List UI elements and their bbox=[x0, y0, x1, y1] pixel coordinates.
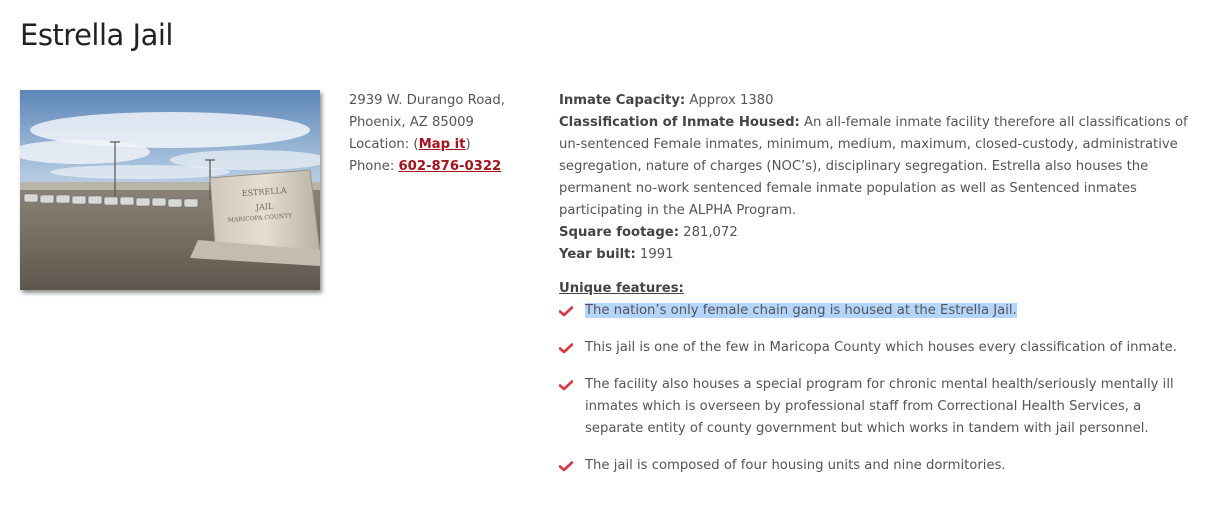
unique-features-list bbox=[559, 300, 1195, 477]
sign-line-1: ESTRELLA bbox=[241, 185, 287, 198]
classification-row bbox=[559, 112, 1195, 222]
checkmark-icon bbox=[559, 343, 573, 354]
classification-label: Classification of Inmate Housed: bbox=[559, 115, 800, 130]
sign-line-3: MARICOPA COUNTY bbox=[227, 212, 293, 224]
facility-details bbox=[559, 90, 1195, 492]
year-label: Year built: bbox=[559, 247, 636, 262]
checkmark-icon bbox=[559, 461, 573, 472]
street-address: 2939 W. Durango Road, bbox=[349, 93, 505, 108]
year-value: 1991 bbox=[635, 247, 674, 262]
feature-text: The jail is composed of four housing units and nine dormitories. bbox=[585, 458, 1006, 473]
feature-text: The facility also houses a special program for chronic mental health/seriously mentally ill inmates which is overseen by professional staff from Correctional Health Services, a separate entity of county government but which works in tandem with jail personnel. bbox=[585, 377, 1174, 436]
checkmark-icon bbox=[559, 306, 573, 317]
phone-line bbox=[349, 156, 539, 178]
year-row bbox=[559, 244, 1195, 266]
capacity-label: Inmate Capacity: bbox=[559, 93, 686, 108]
jail-photo-image bbox=[20, 90, 320, 290]
classification-value: An all-female inmate facility therefore all classifications of un-sentenced Female inmates, minimum, medium, maximum, closed-custody, administrative segregation, nature of charges (NOC’s), disciplinary segregation. Estrella also houses the permanent no-work sentenced female inmate population as well as Sentenced inmates participating in the ALPHA Program. bbox=[559, 115, 1188, 218]
location-line bbox=[349, 134, 539, 156]
footage-row bbox=[559, 222, 1195, 244]
unique-features-heading: Unique features: bbox=[559, 281, 684, 296]
list-item bbox=[559, 374, 1195, 440]
phone-link[interactable]: 602-876-0322 bbox=[398, 159, 502, 174]
feature-text: The nation’s only female chain gang is housed at the Estrella Jail. bbox=[585, 303, 1017, 318]
list-item bbox=[559, 300, 1195, 322]
phone-label: Phone: bbox=[349, 159, 399, 174]
location-suffix: ) bbox=[465, 137, 471, 152]
capacity-row bbox=[559, 90, 1195, 112]
jail-photo bbox=[20, 90, 320, 290]
page-title: Estrella Jail bbox=[20, 18, 173, 52]
city-state-zip: Phoenix, AZ 85009 bbox=[349, 115, 474, 130]
map-it-link[interactable]: Map it bbox=[418, 137, 466, 152]
sign-line-2: JAIL bbox=[255, 201, 274, 212]
checkmark-icon bbox=[559, 380, 573, 391]
location-prefix: Location: ( bbox=[349, 137, 419, 152]
capacity-value: Approx 1380 bbox=[685, 93, 774, 108]
footage-label: Square footage: bbox=[559, 225, 679, 240]
footage-value: 281,072 bbox=[678, 225, 738, 240]
list-item bbox=[559, 455, 1195, 477]
feature-text: This jail is one of the few in Maricopa County which houses every classification of inmate. bbox=[585, 340, 1177, 355]
list-item bbox=[559, 337, 1195, 359]
address-block bbox=[349, 90, 539, 178]
